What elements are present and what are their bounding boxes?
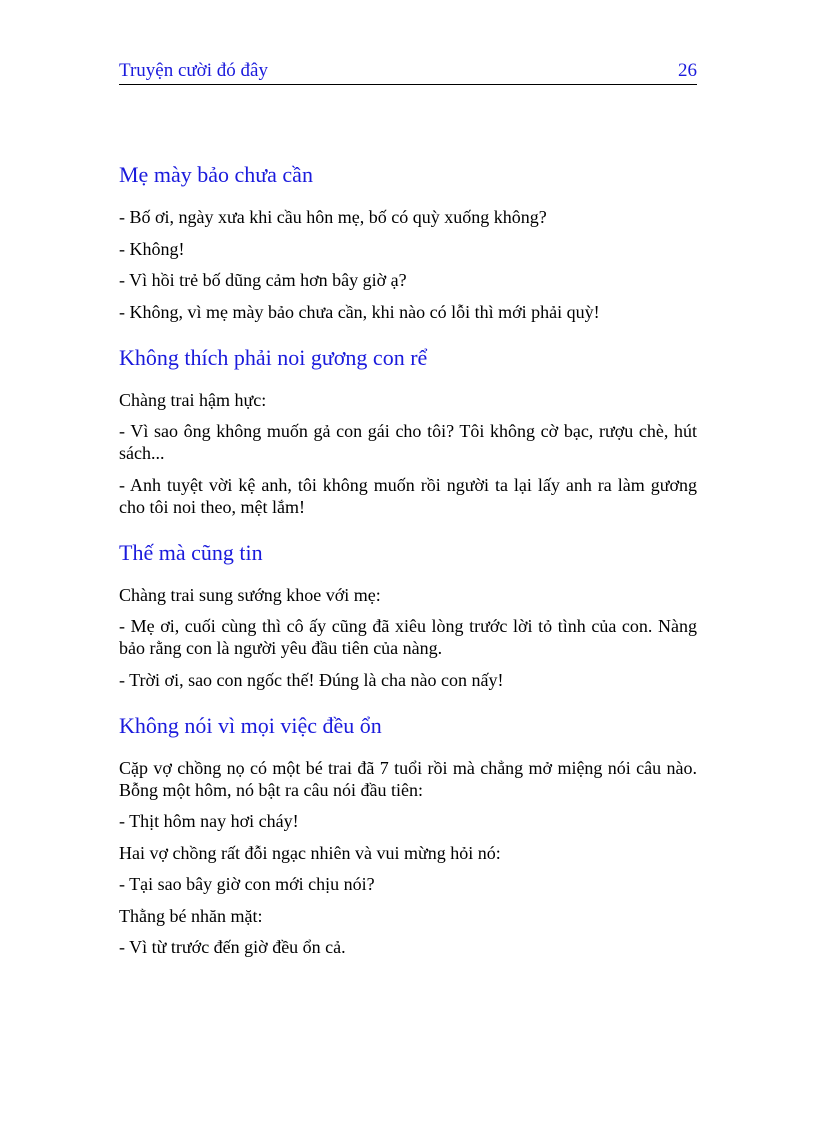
paragraph: - Tại sao bây giờ con mới chịu nói?: [119, 874, 375, 894]
paragraph: - Vì hồi trẻ bố dũng cảm hơn bây giờ ạ?: [119, 270, 407, 290]
page-number: 26: [678, 60, 697, 81]
paragraph: Hai vợ chồng rất đỗi ngạc nhiên và vui mừng hỏi nó:: [119, 842, 501, 863]
section-title: Thế mà cũng tin: [119, 539, 263, 565]
section-me-may-bao-chua-can: [119, 160, 697, 323]
paragraph: - Bố ơi, ngày xưa khi cầu hôn mẹ, bố có quỳ xuống không?: [119, 207, 547, 227]
paragraph: - Vì sao ông không muốn gả con gái cho tôi? Tôi không cờ bạc, rượu chè, hút sách...: [119, 421, 697, 463]
paragraph: Thằng bé nhăn mặt:: [119, 905, 263, 926]
section-title: Mẹ mày bảo chưa cần: [119, 162, 313, 187]
section-the-ma-cung-tin: [119, 538, 697, 691]
paragraph: Chàng trai sung sướng khoe với mẹ:: [119, 584, 381, 605]
section-title: Không nói vì mọi việc đều ổn: [119, 712, 382, 738]
paragraph: Chàng trai hậm hực:: [119, 389, 267, 410]
paragraph: - Anh tuyệt vời kệ anh, tôi không muốn rồi người ta lại lấy anh ra làm gương cho tôi noi theo, mệt lắm!: [119, 474, 697, 517]
page-header: [119, 58, 697, 85]
paragraph: - Không, vì mẹ mày bảo chưa cần, khi nào có lỗi thì mới phải quỳ!: [119, 301, 600, 322]
section-title: Không thích phải noi gương con rể: [119, 344, 428, 370]
paragraph: - Thịt hôm nay hơi cháy!: [119, 811, 299, 831]
paragraph: - Không!: [119, 238, 185, 259]
header-title: Truyện cười đó đây: [119, 60, 268, 81]
paragraph: - Vì từ trước đến giờ đều ổn cả.: [119, 937, 346, 957]
paragraph: - Mẹ ơi, cuối cùng thì cô ấy cũng đã xiêu lòng trước lời tỏ tình của con. Nàng bảo rằng con là người yêu đầu tiên của nàng.: [119, 616, 697, 658]
section-khong-thich-noi-guong: [119, 343, 697, 518]
page-content: [119, 160, 697, 968]
section-khong-noi-vi-moi-viec-deu-on: [119, 711, 697, 959]
paragraph: Cặp vợ chồng nọ có một bé trai đã 7 tuổi rồi mà chẳng mở miệng nói câu nào. Bỗng một hôm, nó bật ra câu nói đầu tiên:: [119, 757, 697, 800]
paragraph: - Trời ơi, sao con ngốc thế! Đúng là cha nào con nấy!: [119, 669, 504, 690]
